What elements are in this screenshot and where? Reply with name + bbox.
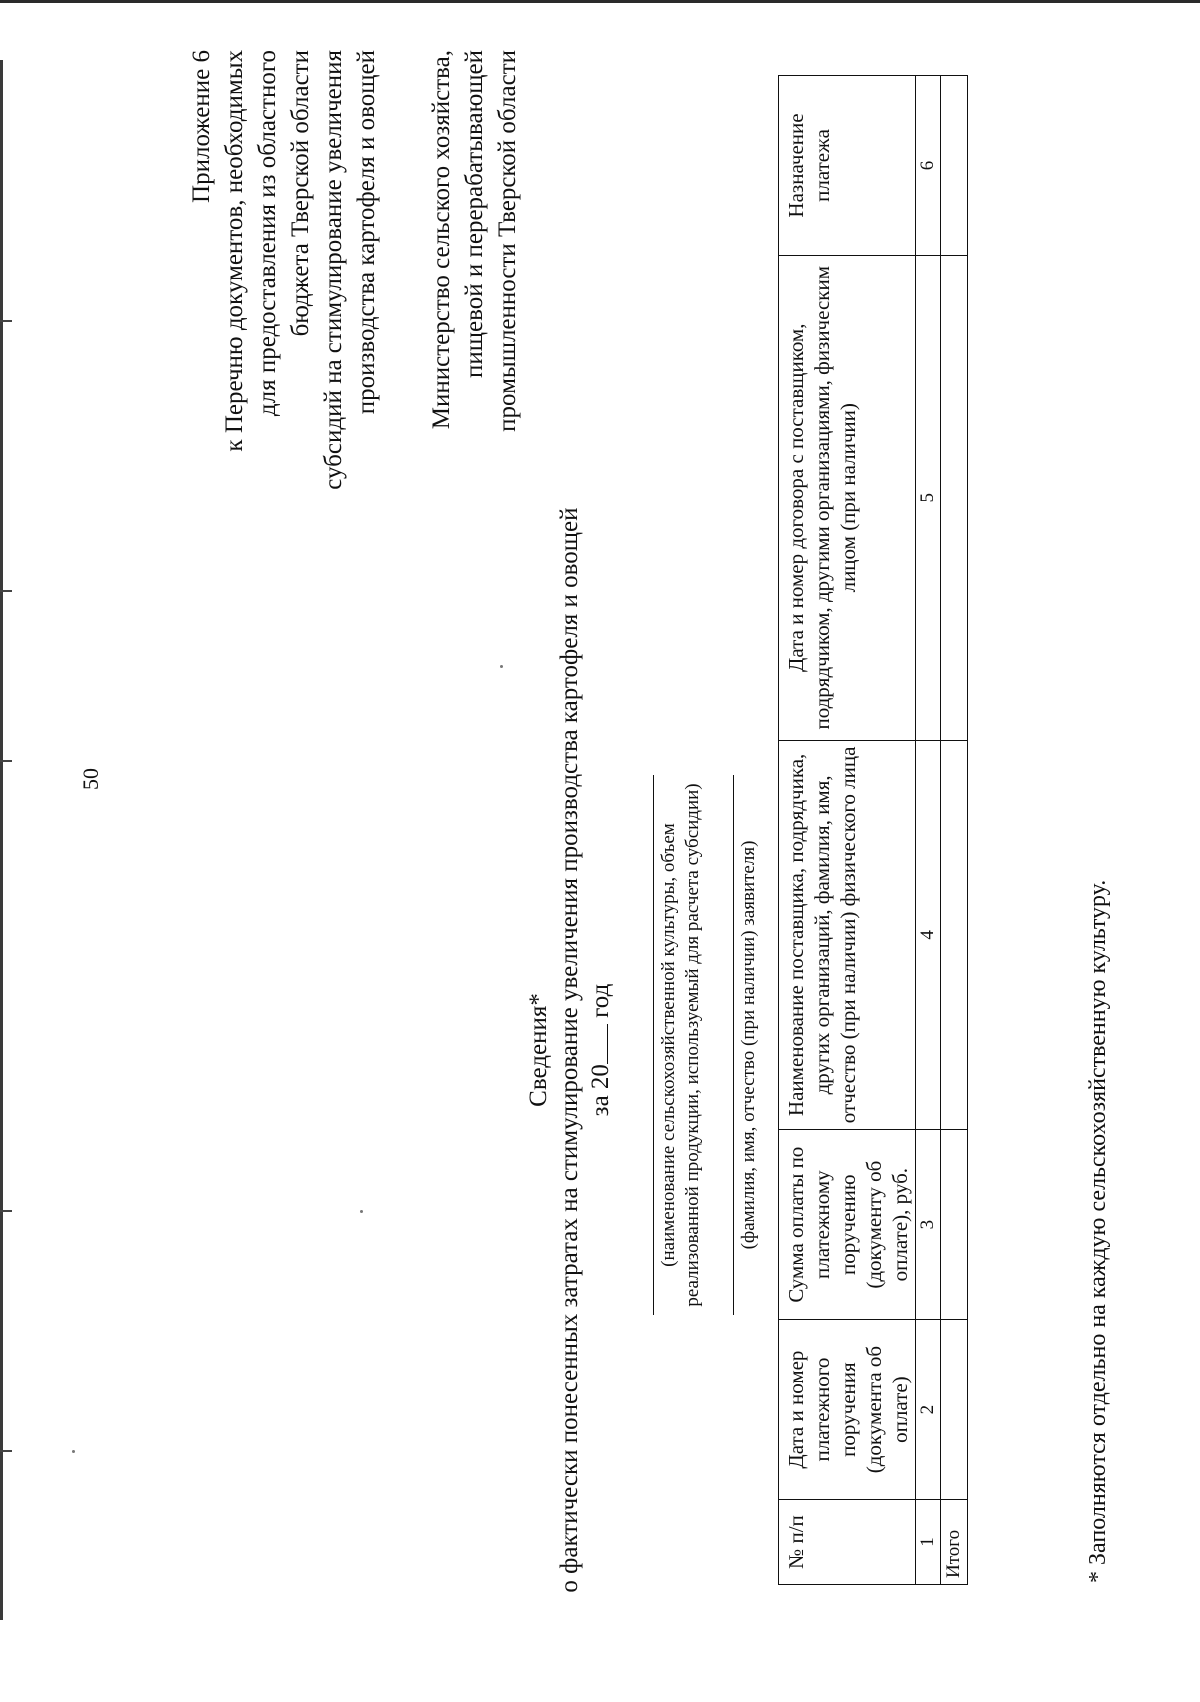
table-total-row	[941, 76, 968, 1585]
header-cell: Сумма оплаты по платежному поручению (документу об оплате), руб.	[779, 1130, 916, 1320]
column-number-cell: 4	[916, 740, 941, 1130]
table-cell	[941, 1320, 968, 1500]
scan-mark	[0, 1450, 12, 1452]
scan-mark	[0, 320, 12, 322]
header-cell: Дата и номер договора с поставщиком, подрядчиком, другими организациями, физическим лицом (при наличии)	[779, 255, 916, 740]
expenses-table	[778, 75, 968, 1585]
year-blank	[587, 1024, 608, 1064]
page-number: 50	[78, 768, 103, 790]
table-row	[916, 76, 941, 1585]
scan-edge-left	[0, 60, 3, 1620]
scan-mark	[0, 1210, 12, 1212]
header-cell: № п/п	[779, 1500, 916, 1585]
header-cell: Наименование поставщика, подрядчика, других организаций, фамилия, имя, отчество (при наличии) физического лица	[779, 740, 916, 1130]
year-prefix: за 20	[587, 1064, 614, 1117]
applicant-fill-line	[733, 775, 734, 1315]
annex-reference	[185, 50, 383, 550]
document-title: Сведения*	[525, 993, 552, 1107]
annex-description: к Перечню документов, необходимых для предоставления из областного бюджета Тверской области субсидий на стимулирование увеличения производства картофеля и овощей	[221, 50, 380, 490]
crop-fill-line	[653, 775, 654, 1315]
table-header-row	[779, 76, 916, 1585]
document-subtitle: о фактически понесенных затратах на стимулирование увеличения производства картофеля и овощей	[556, 507, 583, 1593]
table-cell	[941, 255, 968, 740]
column-number-cell: 5	[916, 255, 941, 740]
column-number-cell: 2	[916, 1320, 941, 1500]
total-label-cell: Итого	[941, 1500, 968, 1585]
crop-caption: (наименование сельскохозяйственной культуры, объем реализованной продукции, используемый для расчета субсидии)	[658, 783, 703, 1307]
header-cell: Назначение платежа	[779, 76, 916, 256]
document-heading	[523, 450, 616, 1650]
scan-mark	[0, 760, 12, 762]
rotated-document-page	[45, 30, 1155, 1650]
scan-edge-top	[0, 0, 1200, 3]
annex-title: Приложение 6	[188, 50, 215, 203]
year-suffix: год	[587, 983, 614, 1018]
column-number-cell: 6	[916, 76, 941, 256]
applicant-caption: (фамилия, имя, отчество (при наличии) заявителя)	[738, 840, 759, 1250]
recipient-ministry: Министерство сельского хозяйства, пищевой и перерабатывающей промышленности Тверской области	[428, 50, 521, 432]
year-line	[585, 450, 616, 1650]
table-cell	[941, 76, 968, 256]
table-cell	[941, 1130, 968, 1320]
column-number-cell: 3	[916, 1130, 941, 1320]
column-number-cell: 1	[916, 1500, 941, 1585]
header-cell: Дата и номер платежного поручения (документа об оплате)	[779, 1320, 916, 1500]
table-cell	[941, 740, 968, 1130]
scan-mark	[0, 590, 12, 592]
footnote: * Заполняются отдельно на каждую сельскохозяйственную культуру.	[1085, 879, 1111, 1583]
